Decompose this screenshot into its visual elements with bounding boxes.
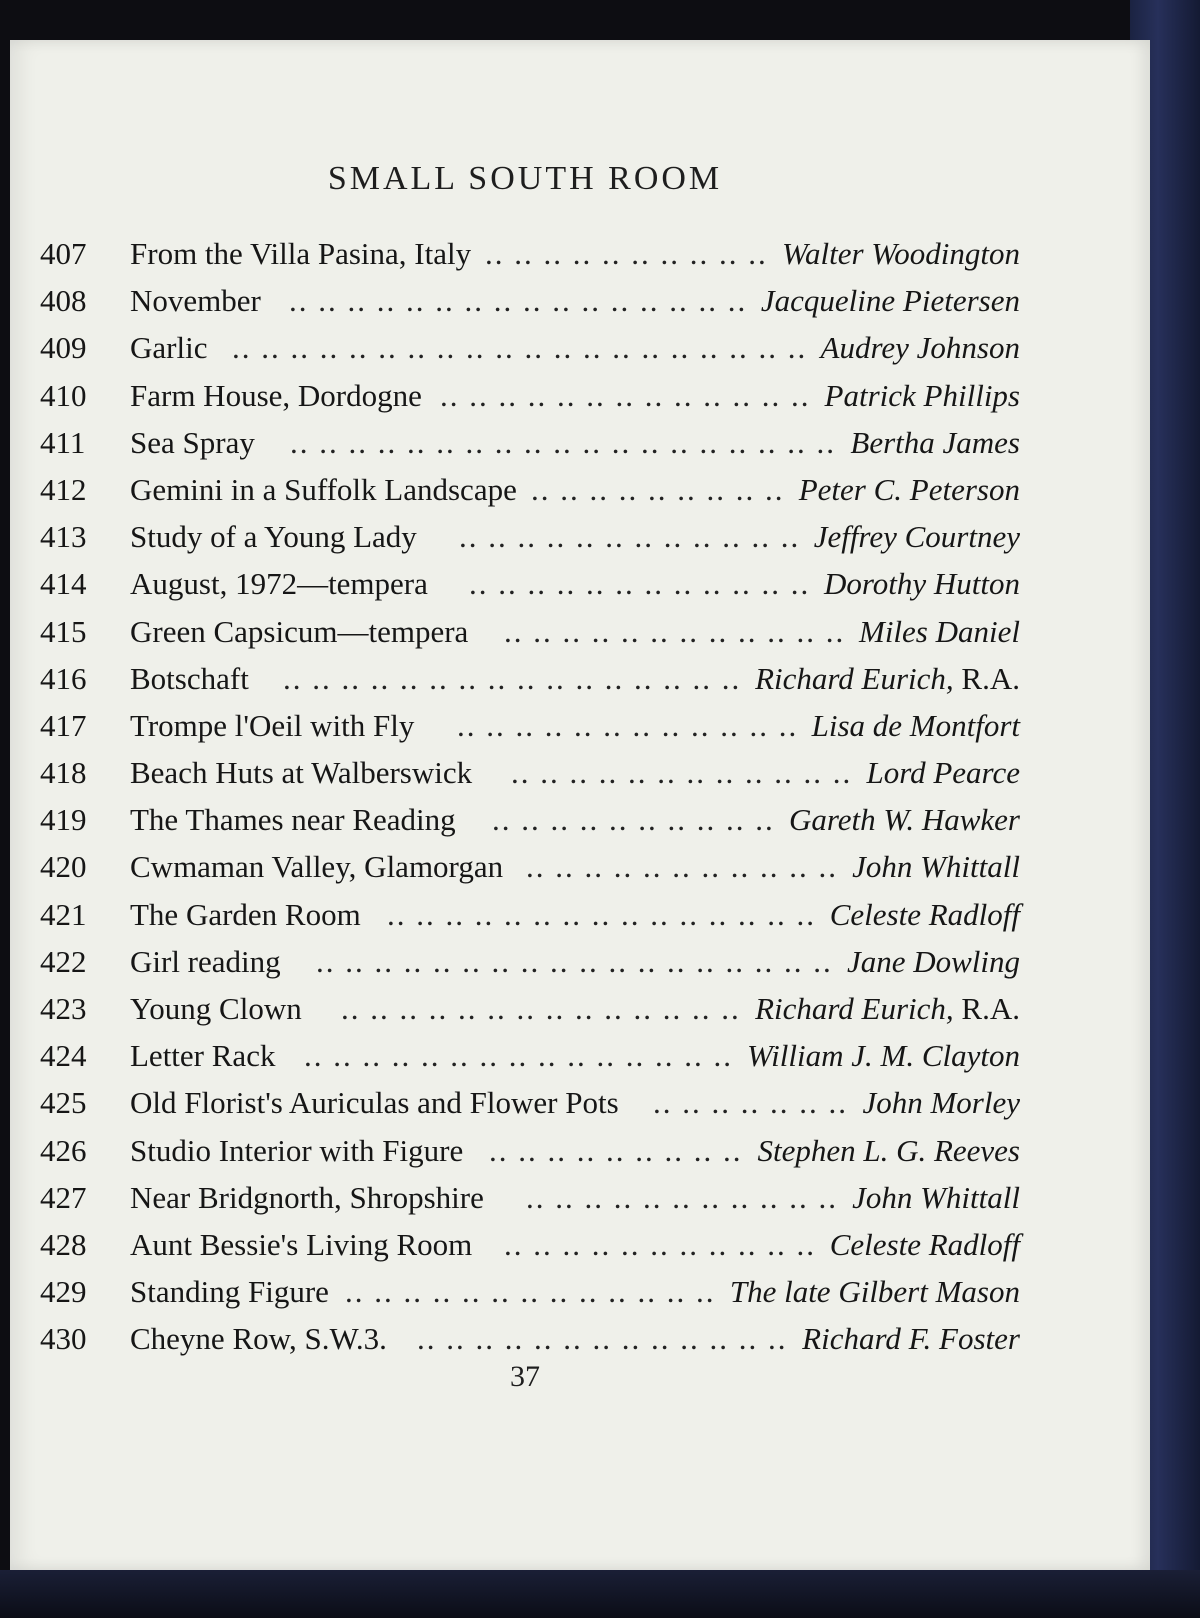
- entry-number: 424: [40, 1038, 87, 1074]
- entry-number: 419: [40, 802, 87, 838]
- catalogue-entry: [40, 749, 1020, 796]
- entry-artist: [730, 1268, 1020, 1315]
- dot-leader: .. .. .. .. .. .. .. .. .. .. .. ..: [457, 707, 799, 743]
- entry-title: From the Villa Pasina, Italy: [130, 236, 472, 271]
- artist-name: Patrick Phillips: [824, 377, 1020, 413]
- entry-list: [40, 230, 1020, 1363]
- entry-title: Sea Spray: [130, 424, 255, 460]
- dot-leader: .. .. .. .. .. .. .. .. .. .. .. .. ..: [440, 377, 811, 413]
- catalogue-entry: [40, 372, 1020, 419]
- entry-number: 412: [40, 471, 87, 507]
- entry-title: Cwmaman Valley, Glamorgan: [130, 849, 504, 885]
- dot-leader: .. .. .. .. .. .. .. .. .. .. ..: [526, 1179, 838, 1215]
- entry-title: November: [130, 283, 261, 319]
- entry-artist: [862, 1079, 1020, 1126]
- entry-artist: [761, 277, 1020, 324]
- catalogue-entry: [40, 560, 1020, 607]
- book-edge: [0, 1570, 1200, 1618]
- entry-title: Letter Rack: [130, 1038, 276, 1074]
- entry-title: Girl reading: [130, 943, 281, 979]
- entry-artist: [821, 324, 1020, 371]
- dot-leader: .. .. .. .. .. .. .. .. .. .. .. .. .. .. .. .. .. .. .. ..: [232, 330, 808, 366]
- entry-artist: [747, 1032, 1020, 1079]
- catalogue-entry: [40, 419, 1020, 466]
- entry-number: 430: [40, 1321, 87, 1357]
- dot-leader: .. .. .. .. .. .. .. .. .. .. .. .. .. .. ..: [387, 896, 816, 932]
- entry-artist: [802, 1315, 1020, 1362]
- artist-name: Audrey Johnson: [820, 330, 1020, 366]
- dot-leader: .. .. .. .. .. .. .. .. .. .. .. ..: [469, 566, 811, 602]
- artist-name: Peter C. Peterson: [798, 471, 1020, 507]
- catalogue-entry: [40, 1127, 1020, 1174]
- dot-leader: .. .. .. .. .. .. .. .. .. ..: [485, 236, 768, 271]
- catalogue-page: [10, 40, 1150, 1570]
- catalogue-entry: [40, 1032, 1020, 1079]
- entry-artist: [859, 608, 1020, 655]
- page-number: 37: [510, 1360, 540, 1393]
- room-heading: SMALL SOUTH ROOM: [327, 160, 723, 197]
- catalogue-entry: [40, 277, 1020, 324]
- dot-leader: .. .. .. .. .. .. .. .. .. .. ..: [504, 1226, 816, 1262]
- entry-artist: [782, 230, 1020, 277]
- dot-leader: .. .. .. .. .. .. .. .. .. ..: [492, 802, 775, 838]
- entry-number: 410: [40, 377, 87, 413]
- catalogue-entry: [40, 513, 1020, 560]
- catalogue-entry: [40, 702, 1020, 749]
- artist-name: Bertha James: [850, 424, 1020, 460]
- artist-name: John Whittall: [852, 849, 1020, 885]
- catalogue-entry: [40, 466, 1020, 513]
- dot-leader: .. .. .. .. .. .. .. .. .. .. .. .. .. .. .. .. .. ..: [316, 943, 833, 979]
- entry-title: Near Bridgnorth, Shropshire: [130, 1179, 484, 1215]
- entry-title: The Garden Room: [130, 896, 361, 932]
- entry-number: 428: [40, 1226, 87, 1262]
- artist-name: Jacqueline Pietersen: [760, 283, 1020, 319]
- entry-artist: [814, 513, 1020, 560]
- entry-title: Cheyne Row, S.W.3.: [130, 1321, 387, 1357]
- dot-leader: .. .. .. .. .. .. .. .. .. .. .. ..: [511, 755, 853, 791]
- entry-title: August, 1972—tempera: [130, 566, 428, 602]
- entry-number: 408: [40, 283, 87, 319]
- entry-artist: [852, 843, 1020, 890]
- catalogue-entry: [40, 1221, 1020, 1268]
- entry-artist: [824, 560, 1020, 607]
- dot-leader: .. .. .. .. .. .. ..: [653, 1085, 848, 1121]
- entry-artist: [789, 796, 1020, 843]
- artist-name: Richard Eurich,: [755, 991, 954, 1026]
- catalogue-entry: [40, 796, 1020, 843]
- artist-name: Jane Dowling: [846, 943, 1020, 979]
- catalogue-entry: [40, 843, 1020, 890]
- dot-leader: .. .. .. .. .. .. .. .. .. .. .. .. .. .. .. .. .. .. ..: [290, 424, 836, 460]
- catalogue-entry: [40, 608, 1020, 655]
- artist-name: The late Gilbert Mason: [729, 1274, 1020, 1310]
- artist-name: Celeste Radloff: [829, 1226, 1020, 1262]
- entry-title: Trompe l'Oeil with Fly: [130, 707, 415, 743]
- catalogue-entry: [40, 655, 1020, 702]
- dot-leader: .. .. .. .. .. .. .. .. .. .. .. .. ..: [417, 1321, 788, 1357]
- catalogue-entry: [40, 1079, 1020, 1126]
- artist-name: Jeffrey Courtney: [813, 519, 1020, 555]
- artist-name: William J. M. Clayton: [747, 1038, 1020, 1074]
- dot-leader: .. .. .. .. .. .. .. .. ..: [531, 471, 785, 507]
- entry-title: Studio Interior with Figure: [130, 1132, 464, 1168]
- entry-number: 418: [40, 755, 87, 791]
- entry-title: Standing Figure: [130, 1274, 329, 1310]
- dot-leader: .. .. .. .. .. .. .. .. .. .. .. .. ..: [345, 1274, 716, 1310]
- entry-number: 422: [40, 943, 87, 979]
- entry-number: 429: [40, 1274, 87, 1310]
- artist-name: Lisa de Montfort: [811, 707, 1020, 743]
- entry-number: 416: [40, 660, 87, 696]
- entry-number: 415: [40, 613, 87, 649]
- dot-leader: .. .. .. .. .. .. .. .. .. .. .. .. .. .. .. ..: [283, 660, 742, 696]
- catalogue-entry: [40, 1315, 1020, 1362]
- artist-name: Dorothy Hutton: [823, 566, 1020, 602]
- entry-artist: [757, 1127, 1020, 1174]
- artist-name: John Whittall: [852, 1179, 1020, 1215]
- entry-number: 421: [40, 896, 87, 932]
- entry-title: Farm House, Dordogne: [130, 377, 422, 413]
- catalogue-entry: [40, 891, 1020, 938]
- entry-title: Botschaft: [130, 660, 249, 696]
- entry-title: Study of a Young Lady: [130, 519, 417, 555]
- entry-number: 414: [40, 566, 87, 602]
- artist-name: Walter Woodington: [782, 236, 1020, 271]
- entry-number: 426: [40, 1132, 87, 1168]
- catalogue-entry: [40, 985, 1020, 1032]
- entry-number: 407: [40, 236, 87, 271]
- catalogue-entry: [40, 1268, 1020, 1315]
- dot-leader: .. .. .. .. .. .. .. .. .. .. .. ..: [459, 519, 801, 555]
- entry-artist: [866, 749, 1020, 796]
- entry-artist: [852, 1174, 1020, 1221]
- catalogue-entry: [40, 230, 1020, 277]
- artist-name: Richard Eurich,: [755, 660, 954, 696]
- artist-name: Celeste Radloff: [829, 896, 1020, 932]
- artist-name: Richard F. Foster: [802, 1321, 1020, 1357]
- catalogue-entry: [40, 1174, 1020, 1221]
- entry-artist: [850, 419, 1020, 466]
- entry-number: 423: [40, 991, 87, 1026]
- dot-leader: .. .. .. .. .. .. .. .. .. .. .. ..: [504, 613, 846, 649]
- entry-artist: [847, 938, 1020, 985]
- dot-leader: .. .. .. .. .. .. .. .. .. .. .. .. .. ..: [341, 991, 741, 1026]
- dot-leader: .. .. .. .. .. .. .. .. .. .. .. .. .. .. .. ..: [289, 283, 748, 319]
- catalogue-entry: [40, 938, 1020, 985]
- entry-number: 417: [40, 707, 87, 743]
- entry-artist: [830, 891, 1020, 938]
- artist-name: Miles Daniel: [859, 613, 1020, 649]
- entry-title: Young Clown: [130, 991, 302, 1026]
- entry-number: 409: [40, 330, 87, 366]
- entry-title: The Thames near Reading: [130, 802, 456, 838]
- entry-number: 413: [40, 519, 87, 555]
- entry-artist: [825, 372, 1020, 419]
- entry-title: Beach Huts at Walberswick: [130, 755, 473, 791]
- artist-name: Lord Pearce: [866, 755, 1020, 791]
- entry-title: Old Florist's Auriculas and Flower Pots: [130, 1085, 619, 1121]
- entry-number: 427: [40, 1179, 87, 1215]
- entry-number: 420: [40, 849, 87, 885]
- entry-title: Gemini in a Suffolk Landscape: [130, 471, 517, 507]
- entry-artist: [755, 655, 1020, 702]
- entry-title: Aunt Bessie's Living Room: [130, 1226, 473, 1262]
- artist-name: John Morley: [862, 1085, 1020, 1121]
- entry-title: Garlic: [130, 330, 208, 366]
- artist-name: Stephen L. G. Reeves: [757, 1132, 1020, 1168]
- entry-artist: [755, 985, 1020, 1032]
- entry-number: 425: [40, 1085, 87, 1121]
- catalogue-entry: [40, 324, 1020, 371]
- dot-leader: .. .. .. .. .. .. .. .. .. .. ..: [526, 849, 838, 885]
- artist-name: Gareth W. Hawker: [788, 802, 1020, 838]
- artist-honour: R.A.: [961, 660, 1020, 696]
- entry-artist: [830, 1221, 1020, 1268]
- entry-artist: [812, 702, 1020, 749]
- entry-artist: [799, 466, 1020, 513]
- entry-number: 411: [40, 424, 86, 460]
- dot-leader: .. .. .. .. .. .. .. .. .. .. .. .. .. .. ..: [304, 1038, 733, 1074]
- artist-honour: R.A.: [961, 991, 1020, 1026]
- entry-title: Green Capsicum—tempera: [130, 613, 469, 649]
- dot-leader: .. .. .. .. .. .. .. .. ..: [489, 1132, 743, 1168]
